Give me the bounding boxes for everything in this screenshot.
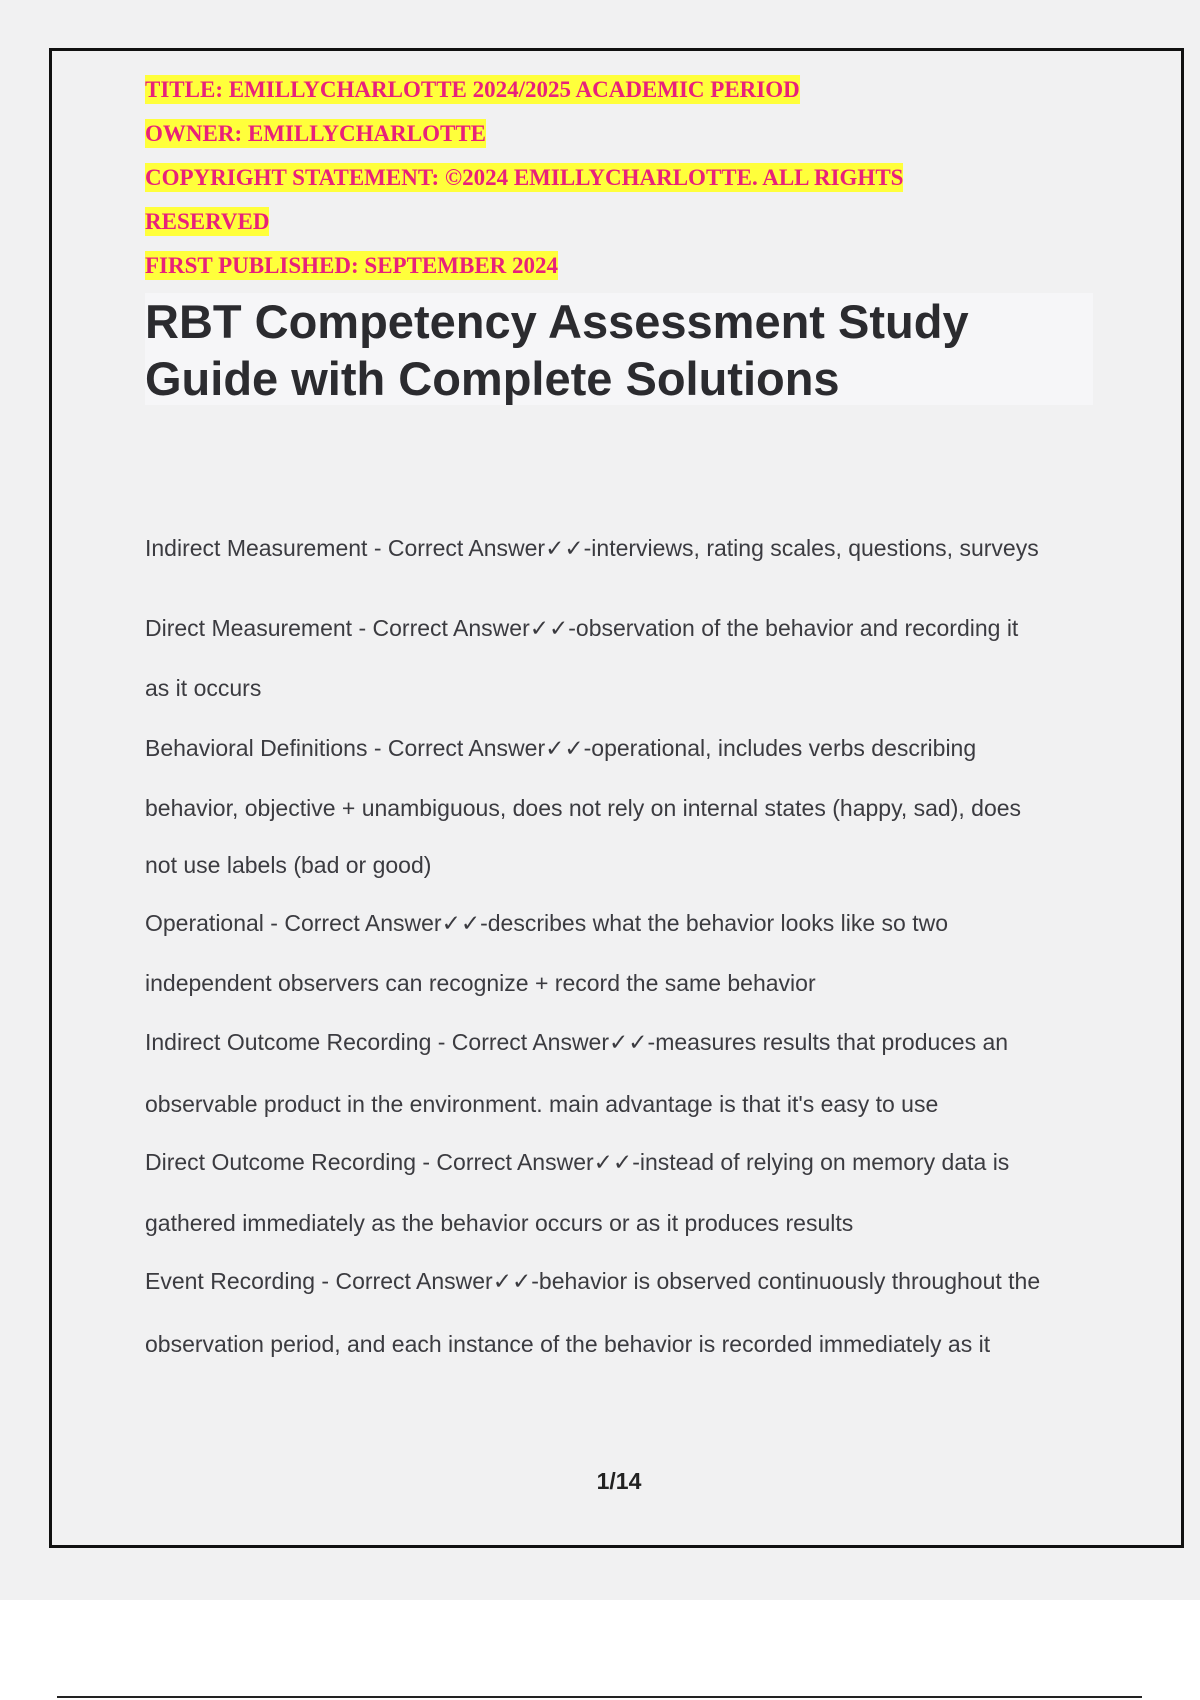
entry-line: behavior, objective + unambiguous, does not rely on internal states (happy, sad), does [145, 795, 1022, 821]
entry-line: Direct Measurement - Correct Answer✓✓-observation of the behavior and recording it [145, 615, 1019, 641]
entry-line: Indirect Measurement - Correct Answer✓✓-interviews, rating scales, questions, surveys [145, 535, 1039, 561]
document-title: RBT Competency Assessment Study Guide with Complete Solutions [145, 293, 1093, 405]
document-metadata [145, 68, 1125, 288]
bottom-divider [57, 1696, 1142, 1698]
entry-line: Operational - Correct Answer✓✓-describes what the behavior looks like so two [145, 910, 949, 936]
entry-line: Behavioral Definitions - Correct Answer✓✓-operational, includes verbs describing [145, 735, 977, 761]
meta-first-published: FIRST PUBLISHED: SEPTEMBER 2024 [145, 253, 559, 278]
entry-line: as it occurs [145, 675, 262, 701]
entry-line: independent observers can recognize + record the same behavior [145, 970, 816, 996]
meta-copyright: COPYRIGHT STATEMENT: ©2024 EMILLYCHARLOTTE. ALL RIGHTS [145, 165, 904, 190]
page-number: 1/14 [596, 1468, 642, 1494]
entry-line: observation period, and each instance of the behavior is recorded immediately as it [145, 1331, 991, 1357]
entry-line: Indirect Outcome Recording - Correct Answer✓✓-measures results that produces an [145, 1029, 1009, 1055]
meta-copyright-continued: RESERVED [145, 209, 270, 234]
entry-line: observable product in the environment. main advantage is that it's easy to use [145, 1091, 939, 1117]
meta-title: TITLE: EMILLYCHARLOTTE 2024/2025 ACADEMIC PERIOD [145, 77, 800, 102]
entry-line: gathered immediately as the behavior occurs or as it produces results [145, 1210, 854, 1236]
meta-owner: OWNER: EMILLYCHARLOTTE [145, 121, 487, 146]
entry-line: not use labels (bad or good) [145, 852, 432, 878]
entry-line: Direct Outcome Recording - Correct Answer✓✓-instead of relying on memory data is [145, 1149, 1010, 1175]
entry-line: Event Recording - Correct Answer✓✓-behavior is observed continuously throughout the [145, 1268, 1041, 1294]
